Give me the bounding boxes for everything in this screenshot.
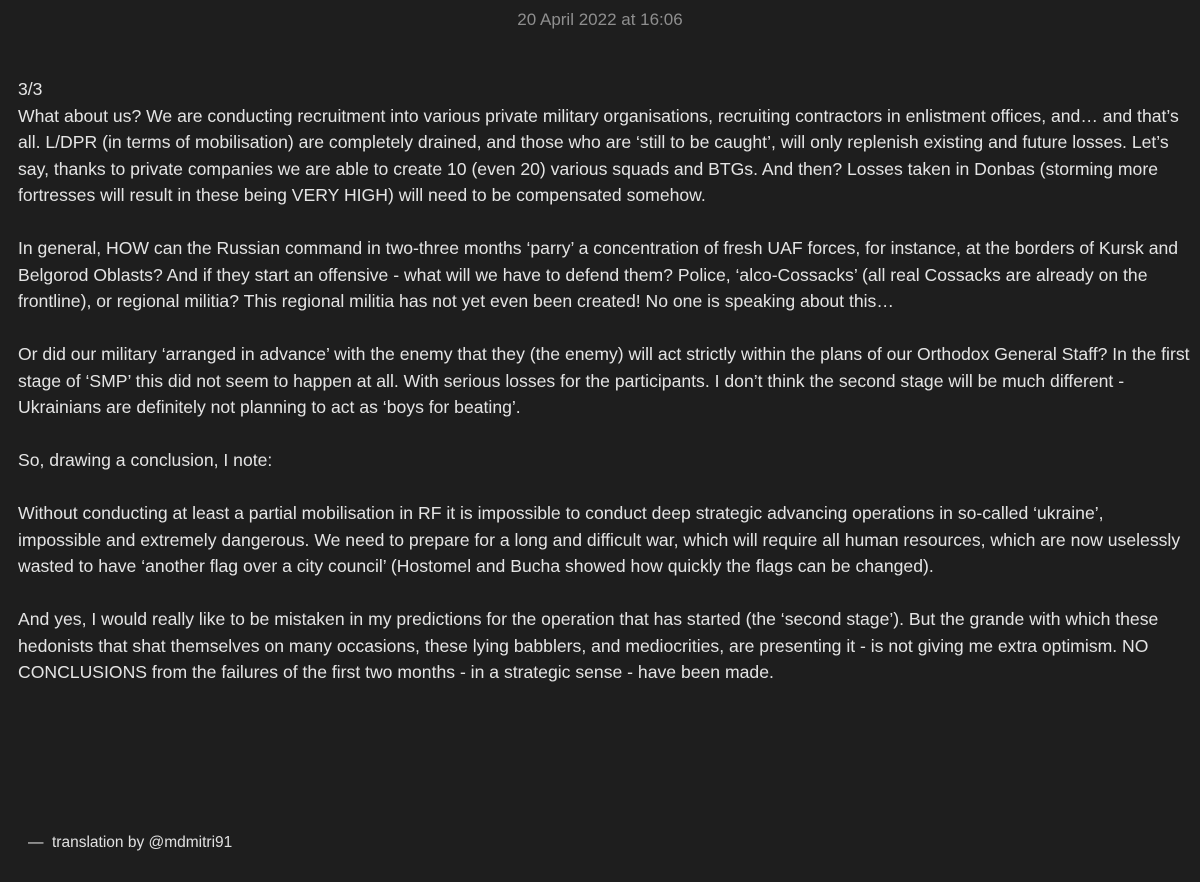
paragraph: Without conducting at least a partial mobilisation in RF it is impossible to conduct deep strategic advancing operations in so-called ‘ukraine’, impossible and extremely dangerous. We need to prepare for a long and difficult war, which will require all human resources, which are now uselessly wasted to have ‘another flag over a city council’ (Hostomel and Bucha showed how quickly the flags can be changed).: [18, 503, 1181, 576]
paragraph: And yes, I would really like to be mistaken in my predictions for the operation that has started (the ‘second stage’). But the grande with which these hedonists that shat themselves on many occasions, these lying babblers, and mediocrities, are presenting it - is not giving me extra optimism. NO CONCLUSIONS from the failures of the first two months - in a strategic sense - have been made.: [18, 609, 1159, 682]
part-marker: 3/3: [18, 79, 43, 99]
signature: [28, 834, 232, 852]
paragraph: So, drawing a conclusion, I note:: [18, 450, 273, 470]
signature-text: translation by @mdmitri91: [52, 834, 233, 851]
paragraph: Or did our military ‘arranged in advance’ with the enemy that they (the enemy) will act strictly within the plans of our Orthodox General Staff? In the first stage of ‘SMP’ this did not seem to happen at all. With serious losses for the participants. I don’t think the second stage will be much different - Ukrainians are definitely not planning to act as ‘boys for beating’.: [18, 344, 1190, 417]
paragraph: What about us? We are conducting recruitment into various private military organisations, recruiting contractors in enlistment offices, and… and that’s all. L/DPR (in terms of mobilisation) are completely drained, and those who are ‘still to be caught’, will only replenish existing and future losses. Let’s say, thanks to private companies we are able to create 10 (even 20) various squads and BTGs. And then? Losses taken in Donbas (storming more fortresses will result in these being VERY HIGH) will need to be compensated somehow.: [18, 105, 1179, 205]
signature-dash: —: [28, 834, 44, 851]
note-body: [18, 76, 1190, 712]
timestamp: 20 April 2022 at 16:06: [517, 10, 683, 29]
paragraph: In general, HOW can the Russian command in two-three months ‘parry’ a concentration of fresh UAF forces, for instance, at the borders of Kursk and Belgorod Oblasts? And if they start an offensive - what will we have to defend them? Police, ‘alco-Cossacks’ (all real Cossacks are already on the frontline), or regional militia? This regional militia has not yet even been created! No one is speaking about this…: [18, 238, 1179, 311]
